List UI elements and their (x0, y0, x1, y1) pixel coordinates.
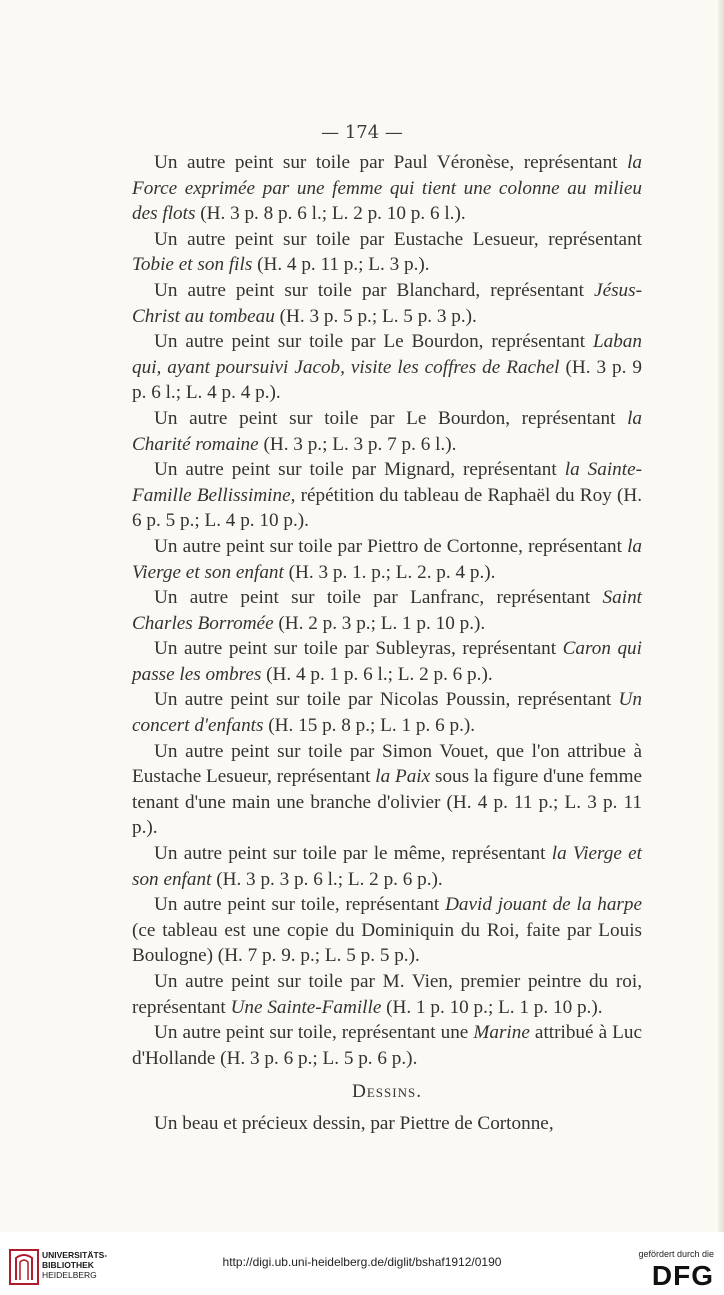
artwork-title: la Charité romaine (132, 407, 642, 455)
entry-text: (H. 3 p. 9 p. 6 l.; L. 4 p. 4 p.). (132, 356, 642, 404)
artwork-title: la Sainte-Famille Bellissimine (132, 459, 642, 506)
body-text (132, 150, 642, 1137)
entry-text: (H. 4 p. 11 p.; L. 3 p.). (252, 254, 430, 276)
artwork-title: Jésus-Christ au tombeau (132, 279, 642, 327)
artwork-title: la Vierge et son enfant (132, 535, 642, 583)
entry-text: Un autre peint sur toile par Eustache Lesueur, représentant (154, 228, 642, 250)
entry-text: Un autre peint sur toile par M. Vien, premier peintre du roi, représentant (132, 971, 642, 1018)
artwork-title: Tobie et son fils (132, 254, 253, 276)
page-number: — 174 — (321, 122, 403, 143)
entry-text: (H. 2 p. 3 p.; L. 1 p. 10 p.). (273, 612, 486, 634)
catalog-entry (132, 636, 642, 687)
entry-text: (H. 15 p. 8 p.; L. 1 p. 6 p.). (263, 715, 476, 737)
catalog-entries (132, 150, 642, 1071)
catalog-entry (132, 687, 642, 738)
entry-text: Un autre peint sur toile par Simon Vouet, que l'on attribue à Eustache Lesueur, représentant (132, 740, 642, 788)
catalog-entry (132, 406, 642, 457)
artwork-title: Une Sainte-Famille (230, 996, 382, 1018)
library-line-1: UNIVERSITÄTS- (42, 1250, 108, 1260)
catalog-entry (132, 1020, 642, 1071)
library-line-2: BIBLIOTHEK (42, 1260, 94, 1270)
section-heading: Dessins. (351, 1081, 422, 1103)
entry-text: Un autre peint sur toile par Subleyras, représentant (154, 638, 563, 660)
catalog-entry (132, 278, 642, 329)
artwork-title: la Paix (375, 766, 431, 788)
funded-by-label: gefördert durch die (638, 1249, 714, 1259)
entry-text: , répétition du tableau de Raphaël du Roy (H. 6 p. 5 p.; L. 4 p. 10 p.). (132, 484, 642, 532)
catalog-entry (132, 841, 642, 892)
entry-text: (H. 3 p.; L. 3 p. 7 p. 6 l.). (258, 433, 457, 455)
entry-text: Un autre peint sur toile par Le Bourdon, représentant (154, 331, 593, 353)
artwork-title: Un concert d'enfants (132, 689, 642, 737)
artwork-title: la Vierge et son enfant (132, 843, 643, 890)
catalog-entry (132, 585, 642, 636)
entry-text: (H. 1 p. 10 p.; L. 1 p. 10 p.). (381, 996, 603, 1018)
library-line-3: HEIDELBERG (42, 1270, 97, 1280)
entry-text: (H. 3 p. 5 p.; L. 5 p. 3 p.). (274, 305, 477, 327)
entry-text: Un autre peint sur toile par Paul Véronèse, représentant (154, 152, 628, 173)
last-paragraph: Un beau et précieux dessin, par Piettre de Cortonne, (154, 1112, 554, 1134)
entry-text: Un autre peint sur toile par Le Bourdon, représentant (154, 407, 628, 429)
artwork-title: Marine (473, 1022, 530, 1044)
artwork-title: Laban qui, ayant poursuivi Jacob, visite les coffres de Rachel (132, 331, 642, 378)
entry-text: Un autre peint sur toile par Mignard, représentant (154, 459, 565, 481)
source-url-link[interactable]: http://digi.ub.uni-heidelberg.de/diglit/bshaf1912/0190 (222, 1255, 502, 1269)
entry-text: (H. 3 p. 8 p. 6 l.; L. 2 p. 10 p. 6 l.). (195, 203, 466, 225)
catalog-entry (132, 739, 642, 841)
entry-text: Un autre peint sur toile par Piettro de Cortonne, représentant (154, 535, 628, 557)
entry-text: (H. 4 p. 1 p. 6 l.; L. 2 p. 6 p.). (261, 663, 493, 685)
entry-text: (H. 3 p. 1. p.; L. 2. p. 4 p.). (283, 561, 496, 583)
page-edge (718, 0, 724, 1232)
catalog-entry (132, 534, 642, 585)
catalog-entry (132, 969, 642, 1020)
artwork-title: Caron qui passe les ombres (132, 638, 642, 685)
entry-text: Un autre peint sur toile par Nicolas Poussin, représentant (154, 689, 619, 711)
artwork-title: Saint Charles Borromée (132, 587, 642, 634)
artwork-title: la Force exprimée par une femme qui tient une colonne au milieu des flots (132, 152, 642, 225)
entry-text: sous la figure d'une femme tenant d'une main une branche d'olivier (H. 4 p. 11 p.; L. 3 p. 11 p.). (132, 766, 643, 839)
catalog-entry (132, 150, 642, 227)
entry-text: Un autre peint sur toile par le même, représentant (154, 843, 552, 865)
catalog-entry (132, 892, 642, 969)
artwork-title: David jouant de la harpe (445, 894, 642, 916)
dfg-logo: DFG (651, 1260, 714, 1291)
entry-text: (ce tableau est une copie du Dominiquin du Roi, faite par Louis Boulogne) (H. 7 p. 9. p.; L. 5 p. 5 p.). (132, 919, 642, 967)
entry-text: attribué à Luc d'Hollande (H. 3 p. 6 p.; L. 5 p. 6 p.). (132, 1022, 642, 1069)
entry-text: Un autre peint sur toile, représentant (154, 894, 446, 916)
entry-text: Un autre peint sur toile par Lanfranc, représentant (154, 587, 603, 609)
entry-text: (H. 3 p. 3 p. 6 l.; L. 2 p. 6 p.). (211, 868, 443, 890)
catalog-entry (132, 329, 642, 406)
catalog-entry (132, 227, 642, 278)
catalog-entry (132, 457, 642, 534)
entry-text: Un autre peint sur toile, représentant une (154, 1022, 474, 1044)
entry-text: Un autre peint sur toile par Blanchard, représentant (154, 279, 595, 301)
